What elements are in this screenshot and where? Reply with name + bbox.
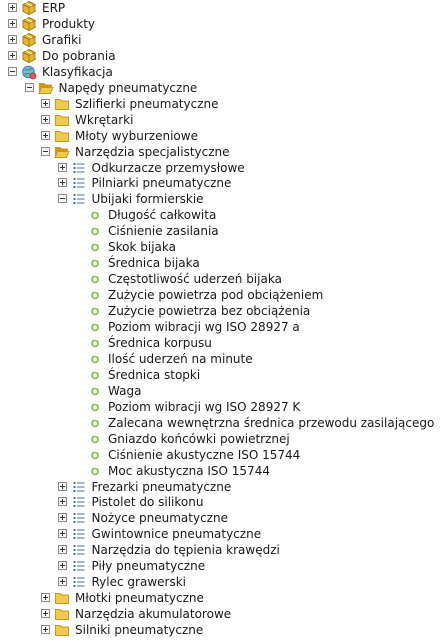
attribute-dot-icon [87, 367, 103, 383]
tree-node-label[interactable]: Produkty [42, 16, 96, 31]
tree-node-label[interactable]: Narzędzia akumulatorowe [75, 607, 232, 622]
tree-node-label[interactable]: Długość całkowita [108, 208, 217, 223]
tree-node-label[interactable]: Wkrętarki [75, 112, 134, 127]
attribute-dot-icon [87, 351, 103, 367]
folder-open-icon [54, 144, 70, 160]
tree-node-label[interactable]: Ubijaki formierskie [91, 192, 204, 207]
tree-node-label[interactable]: Skok bijaka [108, 240, 176, 255]
package-icon [21, 16, 37, 32]
tree-node-label[interactable]: Napędy pneumatyczne [58, 80, 198, 95]
tree-node-label[interactable]: ERP [42, 1, 66, 15]
attribute-dot-icon [87, 239, 103, 255]
tree-node-label[interactable]: Zużycie powietrza pod obciążeniem [108, 288, 324, 303]
tree-node-label[interactable]: Średnica bijaka [108, 256, 200, 271]
attribute-dot-icon [87, 255, 103, 271]
collapse-toggle-icon[interactable] [25, 83, 34, 92]
attribute-dot-icon [87, 207, 103, 223]
tree-node-label[interactable]: Zalecana wewnętrzna średnica przewodu zasilającego [108, 415, 435, 430]
tree-node-label[interactable]: Zużycie powietrza bez obciążenia [108, 304, 311, 319]
tree-node-label[interactable]: Częstotliwość uderzeń bijaka [108, 272, 282, 287]
folder-icon [54, 128, 70, 144]
tree-node-label[interactable]: Rylec grawerski [91, 575, 186, 590]
collapse-toggle-icon[interactable] [58, 194, 67, 203]
tree-node-label[interactable]: Poziom wibracji wg ISO 28927 a [108, 320, 300, 334]
tree-node-label[interactable]: Pilniarki pneumatyczne [91, 176, 232, 191]
list-icon [71, 510, 87, 526]
tree-node-label[interactable]: Średnica korpusu [108, 335, 212, 350]
tree-node-label[interactable]: Narzędzia do tępienia krawędzi [91, 543, 280, 558]
folder-icon [54, 96, 70, 112]
expand-toggle-icon[interactable] [58, 163, 67, 172]
list-icon [71, 526, 87, 542]
expand-toggle-icon[interactable] [58, 497, 67, 506]
expand-toggle-icon[interactable] [41, 131, 50, 140]
tree-node-label[interactable]: Gniazdo końcówki powietrznej [108, 431, 290, 446]
list-icon [71, 542, 87, 558]
list-icon [71, 558, 87, 574]
expand-toggle-icon[interactable] [58, 529, 67, 538]
tree-node-label[interactable]: Grafiki [42, 32, 82, 47]
attribute-dot-icon [87, 303, 103, 319]
attribute-dot-icon [87, 447, 103, 463]
folder-icon [54, 606, 70, 622]
tree-node-label[interactable]: Ilość uderzeń na minute [108, 351, 253, 366]
tree-node-label[interactable]: Ciśnienie zasilania [108, 224, 219, 239]
expand-toggle-icon[interactable] [58, 577, 67, 586]
expand-toggle-icon[interactable] [8, 3, 17, 12]
expand-toggle-icon[interactable] [41, 625, 50, 634]
tree-node-label[interactable]: Piły pneumatyczne [91, 559, 206, 574]
expand-toggle-icon[interactable] [41, 609, 50, 618]
attribute-dot-icon [87, 223, 103, 239]
attribute-dot-icon [87, 271, 103, 287]
tree-node-label[interactable]: Narzędzia specjalistyczne [75, 144, 230, 159]
tree-node-label[interactable]: Młoty wyburzeniowe [75, 128, 198, 143]
tree-node-label[interactable]: Szlifierki pneumatyczne [75, 96, 219, 111]
tree-node-label[interactable]: Średnica stopki [108, 367, 201, 382]
tree-node-label[interactable]: Waga [108, 383, 142, 398]
list-icon [71, 175, 87, 191]
collapse-toggle-icon[interactable] [41, 147, 50, 156]
expand-toggle-icon[interactable] [58, 513, 67, 522]
list-icon [71, 494, 87, 510]
attribute-dot-icon [87, 399, 103, 415]
attribute-dot-icon [87, 287, 103, 303]
expand-toggle-icon[interactable] [58, 545, 67, 554]
tree-node-label[interactable]: Do pobrania [42, 48, 116, 63]
tree-node-label[interactable]: Młotki pneumatyczne [75, 591, 204, 606]
tree-node-label[interactable]: Frezarki pneumatyczne [91, 479, 232, 494]
package-icon [21, 32, 37, 48]
attribute-dot-icon [87, 415, 103, 431]
collapse-toggle-icon[interactable] [8, 67, 17, 76]
tree-node-label[interactable]: Poziom wibracji wg ISO 28927 K [108, 399, 301, 414]
folder-open-icon [38, 80, 54, 96]
attribute-dot-icon [87, 463, 103, 479]
list-icon [71, 160, 87, 176]
package-icon [21, 0, 37, 16]
list-icon [71, 479, 87, 495]
folder-icon [54, 590, 70, 606]
tree-node-label[interactable]: Pistolet do silikonu [91, 495, 204, 510]
folder-icon [54, 112, 70, 128]
tree-node-label[interactable]: Ciśnienie akustyczne ISO 15744 [108, 447, 301, 462]
tree-node-label[interactable]: Gwintownice pneumatyczne [91, 527, 262, 542]
folder-icon [54, 622, 70, 638]
expand-toggle-icon[interactable] [41, 593, 50, 602]
expand-toggle-icon[interactable] [8, 19, 17, 28]
tree-node-label[interactable]: Klasyfikacja [42, 64, 113, 79]
attribute-dot-icon [87, 335, 103, 351]
expand-toggle-icon[interactable] [8, 35, 17, 44]
tree-node-label[interactable]: Nożyce pneumatyczne [91, 511, 228, 526]
classification-icon [21, 64, 37, 80]
expand-toggle-icon[interactable] [41, 115, 50, 124]
expand-toggle-icon[interactable] [8, 51, 17, 60]
expand-toggle-icon[interactable] [58, 561, 67, 570]
list-icon [71, 191, 87, 207]
tree-node-label[interactable]: Moc akustyczna ISO 15744 [108, 463, 270, 478]
attribute-dot-icon [87, 431, 103, 447]
expand-toggle-icon[interactable] [41, 99, 50, 108]
expand-toggle-icon[interactable] [58, 482, 67, 491]
attribute-dot-icon [87, 319, 103, 335]
attribute-dot-icon [87, 383, 103, 399]
tree-node-label[interactable]: Odkurzacze przemysłowe [91, 160, 245, 175]
list-icon [71, 574, 87, 590]
package-icon [21, 48, 37, 64]
expand-toggle-icon[interactable] [58, 178, 67, 187]
tree-node-label[interactable]: Silniki pneumatyczne [75, 623, 204, 638]
